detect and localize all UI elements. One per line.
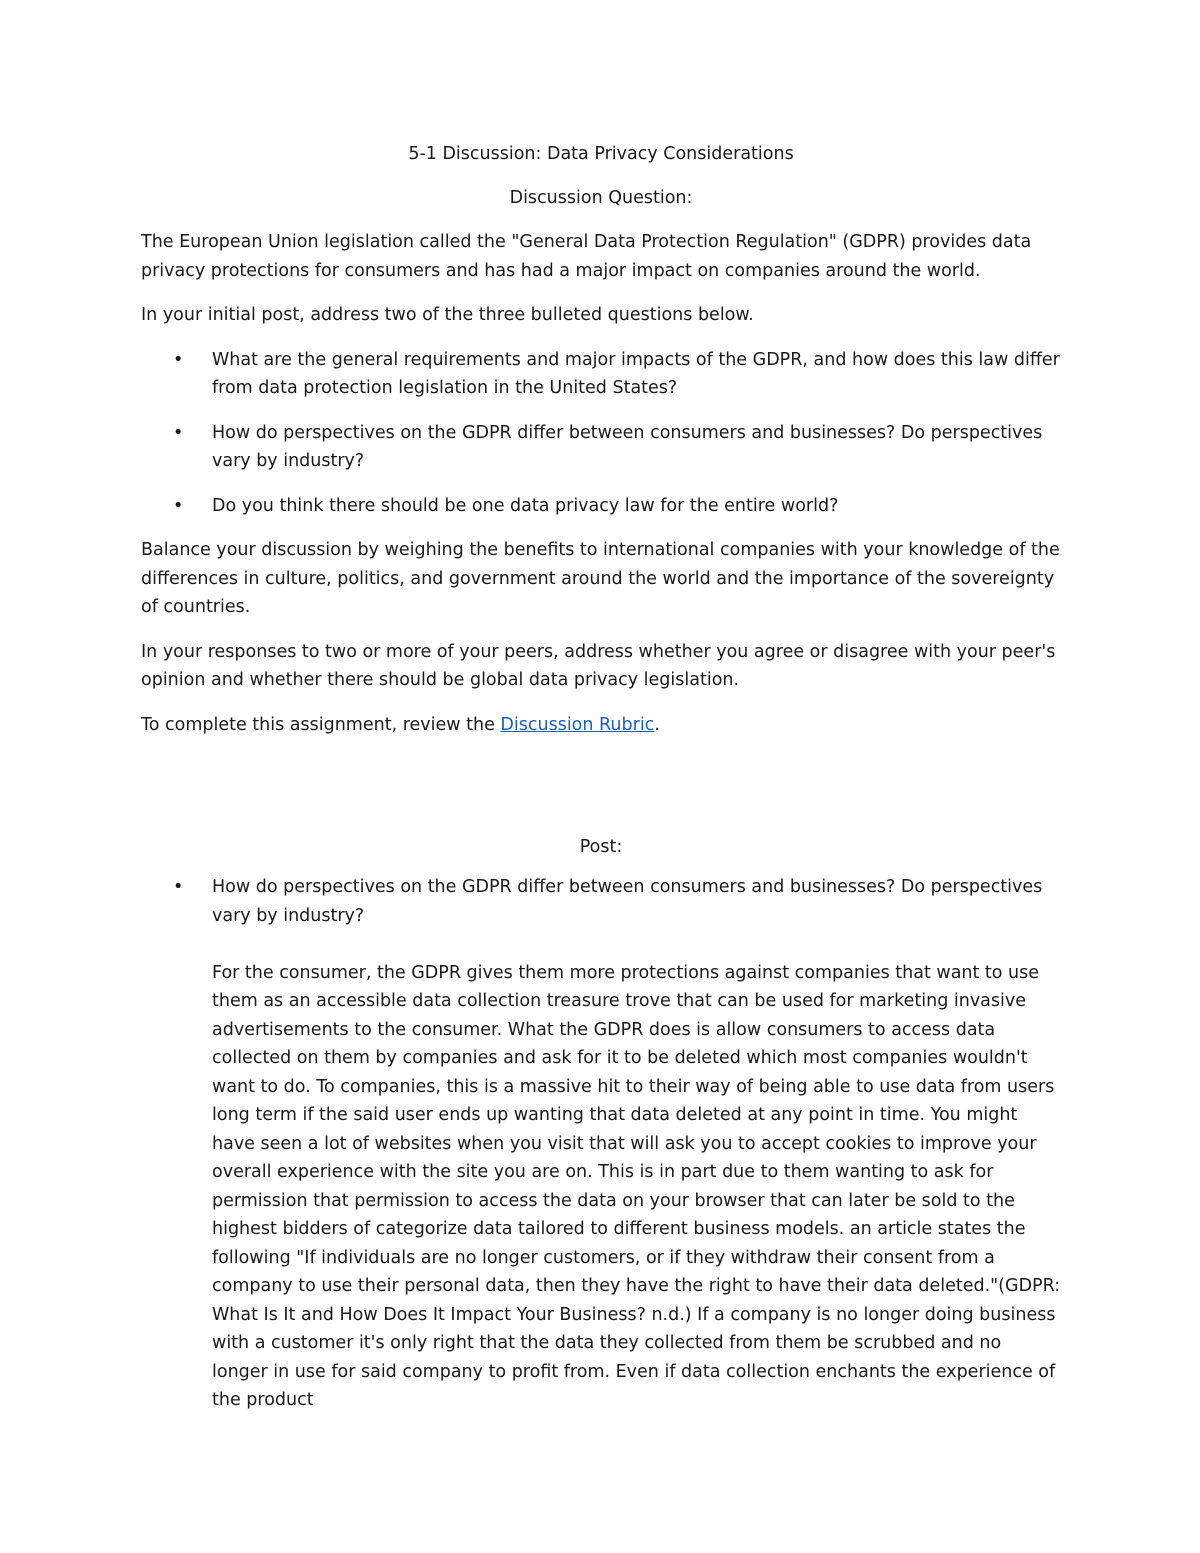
- discussion-rubric-link[interactable]: Discussion Rubric: [500, 714, 655, 735]
- document-title: 5-1 Discussion: Data Privacy Considerations: [408, 144, 794, 164]
- question-text: How do perspectives on the GDPR differ between consumers and businesses? Do perspectives vary by industry?: [212, 422, 1043, 471]
- bullet-icon: •: [173, 422, 184, 443]
- bullet-icon: •: [173, 877, 184, 897]
- responses-paragraph: In your responses to two or more of your peers, address whether you agree or disagree with your peer's opinion and whether there should be global data privacy legislation.: [141, 641, 1056, 690]
- post-body: For the consumer, the GDPR gives them more protections against companies that want to use them as an accessible data collection treasure trove that can be used for marketing invasive advertisements to the consumer. What the GDPR does is allow consumers to access data collected on them by companies and ask for it to be deleted which most companies wouldn't want to do. To companies, this is a massive hit to their way of being able to use data from users long term if the said user ends up wanting that data deleted at any point in time. You might have seen a lot of websites when you visit that will ask you to accept cookies to improve your overall experience with the site you are on. This is in part due to them wanting to ask for permission that permission to access the data on your browser that can later be sold to the highest bidders of categorize data tailored to different business models. an article states the following "If individuals are no longer customers, or if they withdraw their consent from a company to use their personal data, then they have the right to have their data deleted."(GDPR: What Is It and How Does It Impact Your Business? n.d.) If a company is no longer doing business with a customer it's only right that the data they collected from them be scrubbed and no longer in use for said company to profit from. Even if data collection enchants the experience of the product: [212, 962, 1061, 1410]
- instruction-paragraph: In your initial post, address two of the three bulleted questions below.: [141, 305, 754, 325]
- intro-paragraph: The European Union legislation called the "General Data Protection Regulation" (GDPR) provides data privacy protections for consumers and has had a major impact on companies around the world.: [141, 232, 1032, 281]
- question-text: Do you think there should be one data privacy law for the entire world?: [212, 495, 839, 516]
- post-heading: Post:: [579, 837, 623, 857]
- balance-paragraph: Balance your discussion by weighing the benefits to international companies with your knowledge of the differences in culture, politics, and government around the world and the importance of the sovereignty of countries.: [141, 540, 1060, 617]
- list-item: [141, 419, 1061, 476]
- post-question: How do perspectives on the GDPR differ between consumers and businesses? Do perspectives vary by industry?: [212, 877, 1043, 926]
- post-list: [141, 873, 1061, 1415]
- complete-suffix: .: [654, 714, 660, 735]
- bullet-icon: •: [173, 495, 184, 516]
- question-text: What are the general requirements and major impacts of the GDPR, and how does this law differ from data protection legislation in the United States?: [212, 349, 1060, 398]
- document-content: [141, 140, 1061, 1431]
- list-item: [141, 346, 1061, 403]
- list-item: [141, 492, 1061, 521]
- complete-prefix: To complete this assignment, review the: [141, 714, 501, 735]
- bullet-icon: •: [173, 349, 184, 370]
- question-list: [141, 346, 1061, 521]
- section-spacer: [141, 755, 1061, 811]
- complete-paragraph: [141, 711, 1061, 740]
- list-item: [141, 873, 1061, 1415]
- question-heading: Discussion Question:: [509, 188, 693, 208]
- post-gap: [212, 930, 1061, 959]
